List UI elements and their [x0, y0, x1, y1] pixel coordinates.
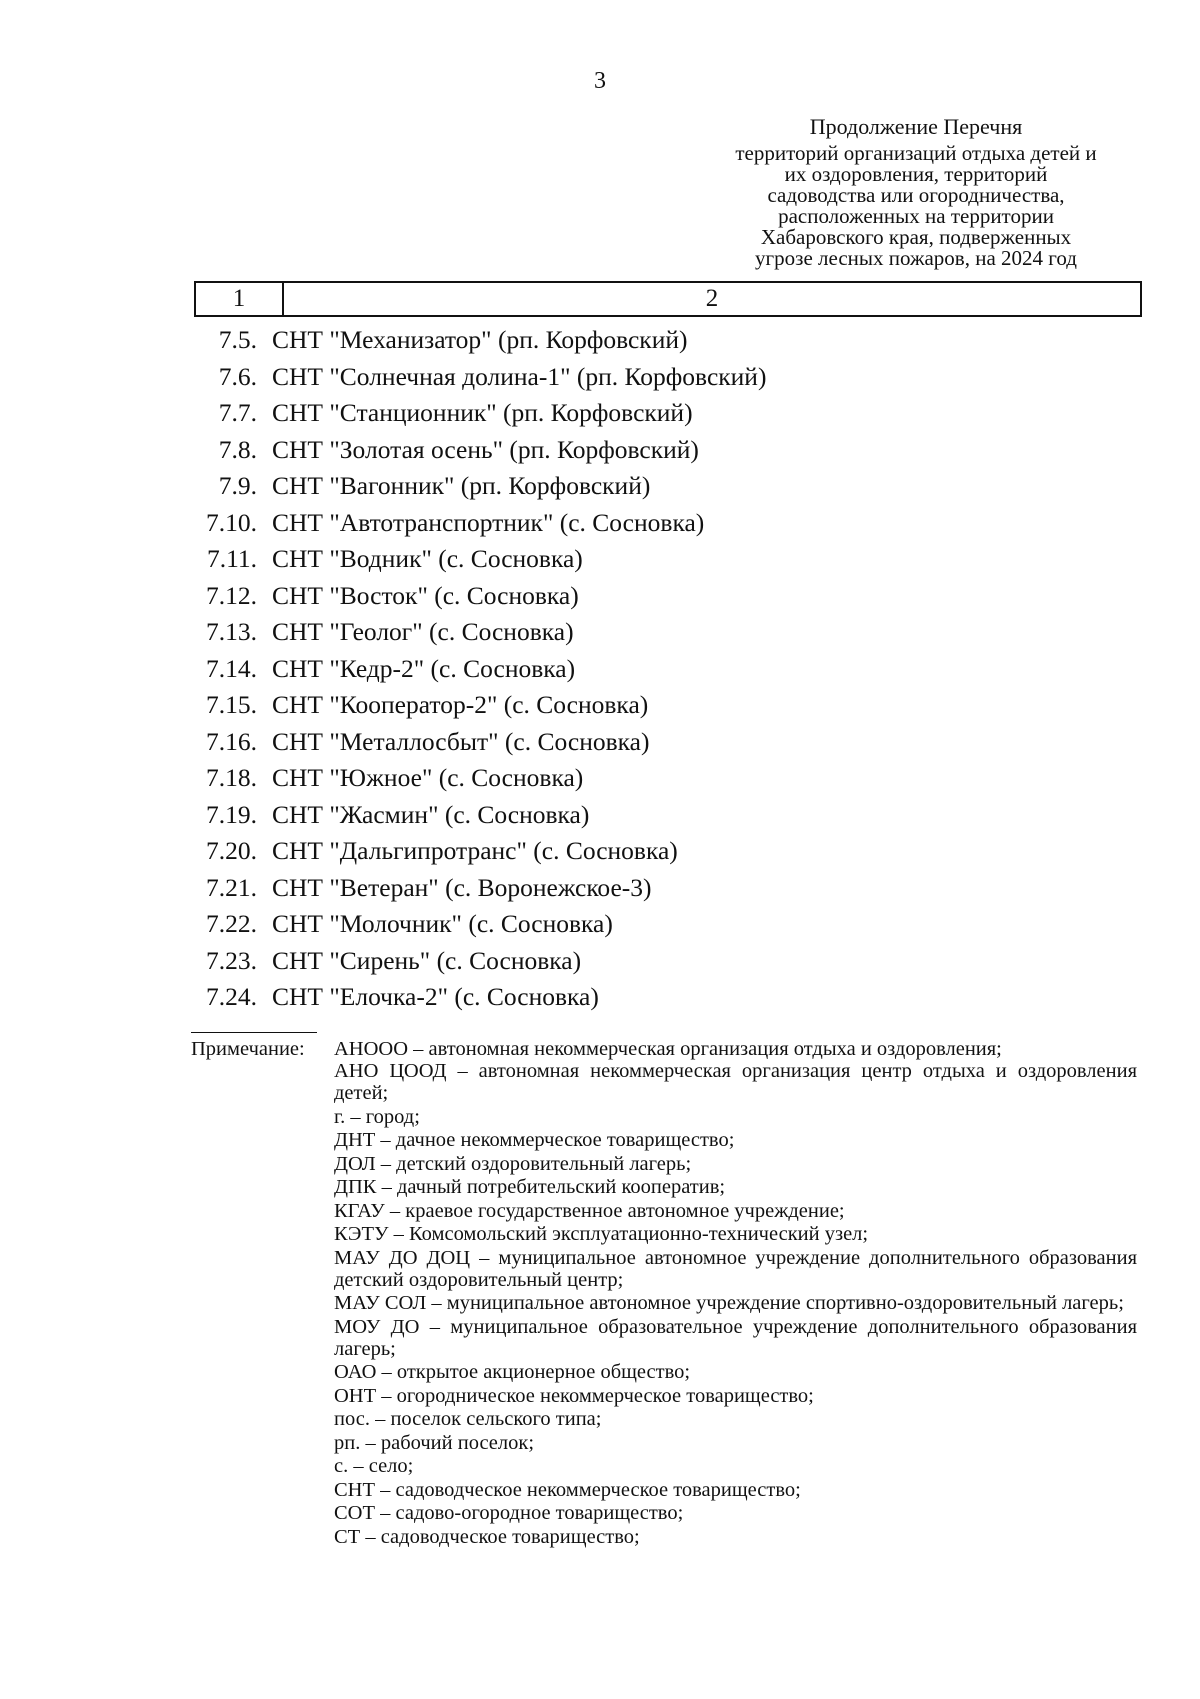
notes-section — [191, 1038, 1137, 1549]
row-number: 7.11. — [206, 544, 257, 574]
table-row — [194, 906, 1142, 943]
row-number: 7.21. — [206, 872, 257, 902]
page-number: 3 — [594, 68, 606, 94]
heading-line: угрозе лесных пожаров, на 2024 год — [755, 246, 1077, 270]
row-number: 7.23. — [206, 945, 257, 975]
table-row — [194, 943, 1142, 980]
table-row — [194, 468, 1142, 505]
heading-description — [706, 143, 1126, 269]
heading-line: садоводства или огородничества, — [767, 183, 1065, 207]
table-row — [194, 322, 1142, 359]
notes-list — [334, 1060, 1137, 1548]
row-number: 7.20. — [206, 836, 257, 866]
row-name: СНТ "Металлосбыт" (с. Сосновка) — [272, 726, 650, 756]
note-item: МАУ ДО ДОЦ – муниципальное автономное учреждение дополнительного образования детский оздоровительный центр; — [334, 1246, 1137, 1291]
note-item: ДОЛ – детский оздоровительный лагерь; — [334, 1152, 692, 1175]
note-item: ОАО – открытое акционерное общество; — [334, 1361, 691, 1383]
note-item: г. – город; — [334, 1105, 420, 1128]
row-name: СНТ "Молочник" (с. Сосновка) — [272, 909, 613, 939]
row-number: 7.22. — [206, 909, 257, 939]
table-row — [194, 724, 1142, 761]
note-item: КЭТУ – Комсомольский эксплуатационно-технический узел; — [334, 1223, 869, 1245]
heading-line: расположенных на территории — [778, 204, 1054, 228]
list-heading — [706, 116, 1126, 269]
heading-line: территорий организаций отдыха детей и — [735, 141, 1097, 165]
table-row — [194, 870, 1142, 907]
notes-header — [191, 1038, 1137, 1060]
table-row — [194, 614, 1142, 651]
row-name: СНТ "Елочка-2" (с. Сосновка) — [272, 982, 599, 1012]
row-name: СНТ "Кооператор-2" (с. Сосновка) — [272, 690, 649, 720]
note-item: МАУ СОЛ – муниципальное автономное учреждение спортивно-оздоровительный лагерь; — [334, 1292, 1124, 1314]
row-number: 7.5. — [218, 325, 257, 355]
row-name: СНТ "Солнечная долина-1" (рп. Корфовский) — [272, 361, 767, 391]
table-row — [194, 760, 1142, 797]
table-row — [194, 578, 1142, 615]
note-item: АНООО – автономная некоммерческая организация отдыха и оздоровления; — [334, 1038, 1002, 1060]
row-number: 7.13. — [206, 617, 257, 647]
row-name: СНТ "Восток" (с. Сосновка) — [272, 580, 579, 610]
note-item: КГАУ – краевое государственное автономное учреждение; — [334, 1199, 845, 1222]
row-name: СНТ "Геолог" (с. Сосновка) — [272, 617, 574, 647]
row-number: 7.24. — [206, 982, 257, 1012]
column-header-name: 2 — [705, 285, 719, 312]
column-header-number: 1 — [196, 283, 284, 315]
table-row — [194, 541, 1142, 578]
note-item: СТ – садоводческое товарищество; — [334, 1525, 640, 1548]
row-number: 7.16. — [206, 726, 257, 756]
row-name: СНТ "Вагонник" (рп. Корфовский) — [272, 471, 651, 501]
row-name: СНТ "Золотая осень" (рп. Корфовский) — [272, 434, 699, 464]
note-item: ДНТ – дачное некоммерческое товарищество; — [334, 1129, 735, 1151]
table-row — [194, 797, 1142, 834]
row-number: 7.7. — [218, 398, 257, 428]
column-header-table — [194, 281, 1142, 317]
row-number: 7.8. — [218, 434, 257, 464]
row-number: 7.12. — [206, 580, 257, 610]
table-row — [194, 979, 1142, 1016]
table-row — [194, 395, 1142, 432]
row-name: СНТ "Кедр-2" (с. Сосновка) — [272, 653, 576, 683]
note-item: рп. – рабочий поселок; — [334, 1431, 535, 1454]
note-item: СОТ – садово-огородное товарищество; — [334, 1502, 684, 1524]
notes-label: Примечание: — [191, 1038, 305, 1060]
row-name: СНТ "Дальгипротранс" (с. Сосновка) — [272, 836, 678, 866]
row-name: СНТ "Южное" (с. Сосновка) — [272, 763, 584, 793]
footnote-divider — [191, 1032, 317, 1033]
row-name: СНТ "Сирень" (с. Сосновка) — [272, 945, 582, 975]
row-number: 7.9. — [218, 471, 257, 501]
note-item: пос. – поселок сельского типа; — [334, 1408, 602, 1430]
row-name: СНТ "Станционник" (рп. Корфовский) — [272, 398, 693, 428]
note-item: с. – село; — [334, 1455, 414, 1477]
row-number: 7.6. — [218, 361, 257, 391]
table-row — [194, 651, 1142, 688]
row-name: СНТ "Жасмин" (с. Сосновка) — [272, 799, 590, 829]
table-row — [194, 432, 1142, 469]
row-number: 7.18. — [206, 763, 257, 793]
row-number: 7.10. — [206, 507, 257, 537]
row-name: СНТ "Автотранспортник" (с. Сосновка) — [272, 507, 705, 537]
heading-line: их оздоровления, территорий — [784, 162, 1048, 186]
table-row — [194, 359, 1142, 396]
note-item: ДПК – дачный потребительский кооператив; — [334, 1176, 726, 1198]
note-item: ОНТ – огородническое некоммерческое товарищество; — [334, 1384, 814, 1407]
territory-list — [194, 322, 1142, 1016]
row-name: СНТ "Водник" (с. Сосновка) — [272, 544, 583, 574]
note-item: МОУ ДО – муниципальное образовательное учреждение дополнительного образования лагерь; — [334, 1315, 1137, 1360]
note-item: АНО ЦООД – автономная некоммерческая организация центр отдыха и оздоровления детей; — [334, 1060, 1137, 1104]
table-row — [194, 833, 1142, 870]
table-row — [194, 687, 1142, 724]
table-row — [194, 505, 1142, 542]
row-number: 7.15. — [206, 690, 257, 720]
row-name: СНТ "Ветеран" (с. Воронежское-3) — [272, 872, 652, 902]
continuation-title: Продолжение Перечня — [809, 114, 1023, 139]
row-number: 7.19. — [206, 799, 257, 829]
note-item: СНТ – садоводческое некоммерческое товарищество; — [334, 1478, 801, 1501]
row-number: 7.14. — [206, 653, 257, 683]
heading-line: Хабаровского края, подверженных — [760, 225, 1072, 249]
row-name: СНТ "Механизатор" (рп. Корфовский) — [272, 325, 688, 355]
